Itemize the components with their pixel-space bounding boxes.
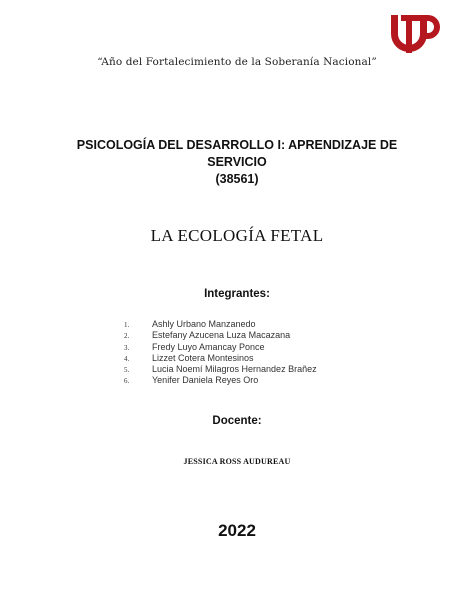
course-name: PSICOLOGÍA DEL DESARROLLO I: APRENDIZAJE DE SERVICIO bbox=[76, 138, 398, 169]
course-title bbox=[60, 137, 414, 188]
list-item bbox=[124, 353, 424, 364]
list-item bbox=[124, 319, 424, 330]
utp-logo-icon bbox=[388, 12, 442, 56]
member-name: Estefany Azucena Luza Macazana bbox=[152, 330, 291, 341]
list-number: 3. bbox=[124, 343, 130, 352]
list-number: 6. bbox=[124, 377, 130, 386]
national-motto: “Año del Fortalecimiento de la Soberanía Nacional” bbox=[97, 56, 377, 68]
member-name: Yenifer Daniela Reyes Oro bbox=[152, 375, 259, 386]
list-item bbox=[124, 364, 424, 375]
teacher-heading: Docente: bbox=[212, 415, 262, 427]
list-number: 2. bbox=[124, 332, 130, 341]
member-name: Lizzet Cotera Montesinos bbox=[152, 352, 254, 363]
member-name: Lucia Noemí Milagros Hernandez Brañez bbox=[152, 364, 317, 375]
member-name: Ashly Urbano Manzanedo bbox=[152, 319, 256, 329]
members-list bbox=[124, 319, 424, 387]
list-number: 4. bbox=[124, 354, 130, 363]
course-code: (38561) bbox=[215, 172, 259, 186]
list-number: 1. bbox=[124, 321, 130, 329]
list-number: 5. bbox=[124, 366, 130, 375]
document-title: LA ECOLOGÍA FETAL bbox=[150, 226, 324, 245]
document-year: 2022 bbox=[218, 521, 256, 540]
members-heading: Integrantes: bbox=[204, 288, 270, 300]
list-item bbox=[124, 342, 424, 353]
list-item bbox=[124, 375, 424, 386]
teacher-name: JESSICA ROSS AUDUREAU bbox=[183, 457, 291, 466]
list-item bbox=[124, 330, 424, 341]
member-name: Fredy Luyo Amancay Ponce bbox=[152, 341, 265, 352]
